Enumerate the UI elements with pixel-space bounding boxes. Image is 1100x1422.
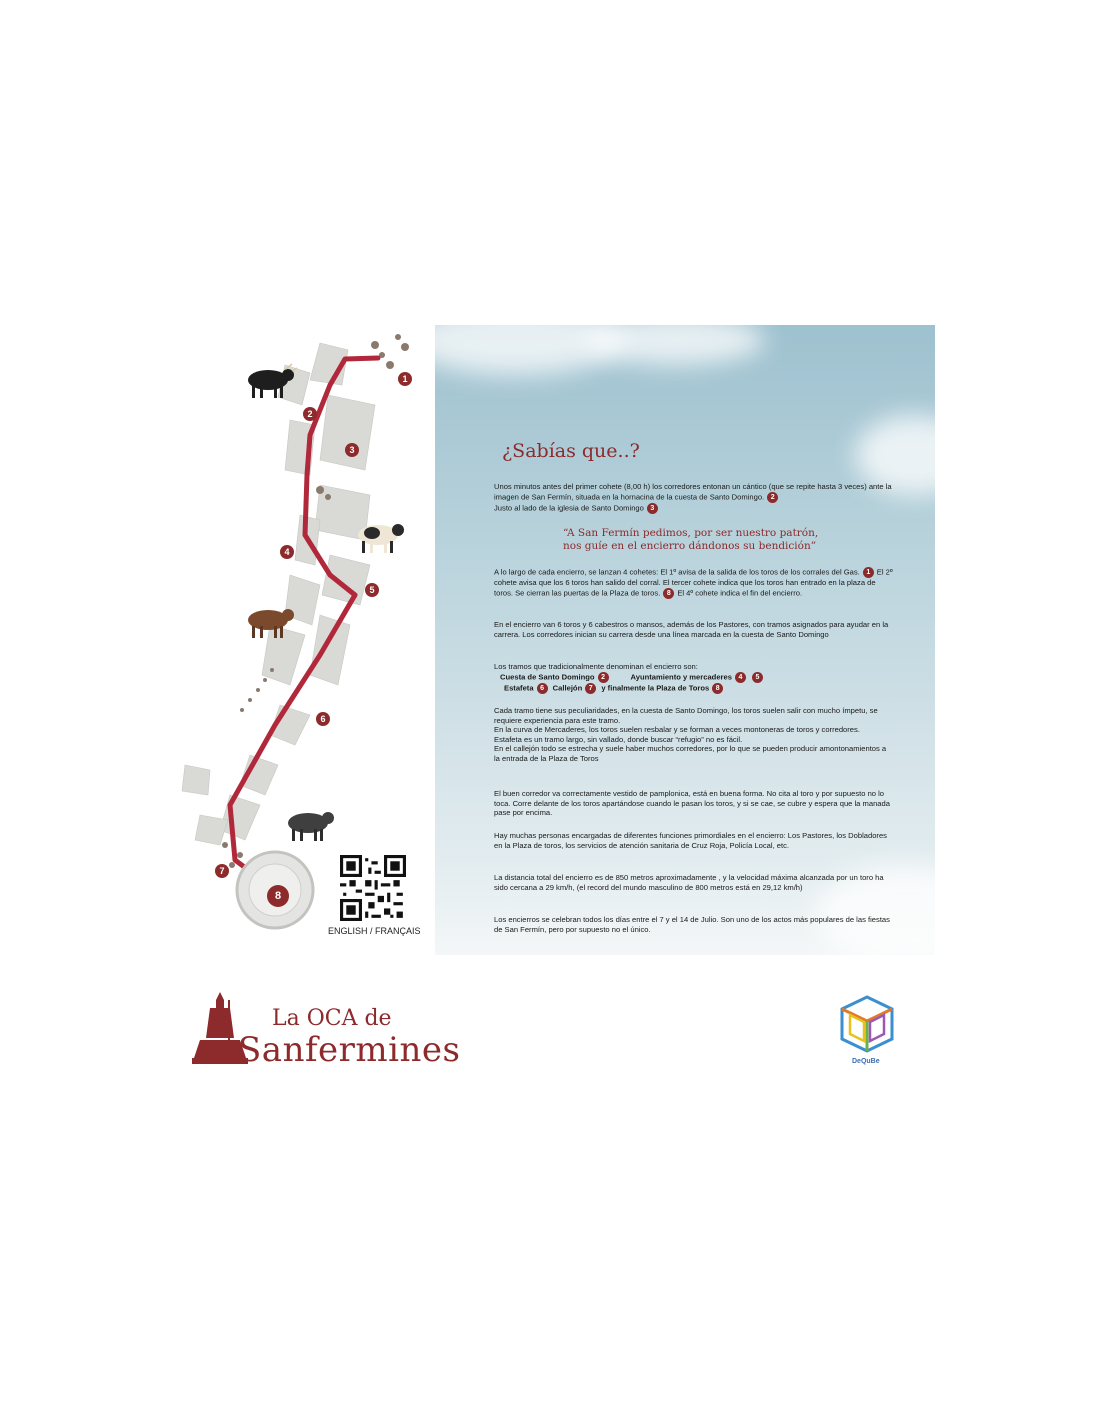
info-panel — [435, 325, 935, 955]
paragraph-tramos: Los tramos que tradicionalmente denominan el encierro son: Cuesta de Santo Domingo 2 Ayuntamiento y mercaderes 4 5 Estafeta 6 Callejón 7 y finalmente la Plaza de Toros 8 — [494, 662, 894, 694]
route-marker-8: 8 — [267, 885, 289, 907]
brand-label: DeQuBe — [852, 1058, 880, 1065]
inline-marker-3: 3 — [647, 503, 658, 514]
street-map — [170, 325, 435, 940]
tramo-cuesta: Cuesta de Santo Domingo — [500, 672, 595, 682]
route-marker-4: 4 — [280, 545, 294, 559]
paragraph-cantico: Unos minutos antes del primer cohete (8,00 h) los corredores entonan un cántico (que se repite hasta 3 veces) ante la imagen de San Fermín, situada en la hornacina de la cuesta de Santo Domingo. 2 Justo al lado de la iglesia de Santo Domingo 3 — [494, 482, 892, 513]
paragraph-toros: En el encierro van 6 toros y 6 cabestros o mansos, además de los Pastores, con tramos asignados para ayudar en la carrera. Los corredores inician su carrera desde una línea marcada en la cuesta de Santo Domingo — [494, 620, 889, 639]
san-fermin-quote: “A San Fermín pedimos, por ser nuestro patrón, nos guíe en el encierro dándonos su bendición” — [563, 527, 819, 552]
cube-logo-icon — [838, 993, 896, 1065]
paragraph-fechas: Los encierros se celebran todos los días entre el 7 y el 14 de Julio. Son uno de los actos más populares de las fiestas de San Fermín, pero por supuesto no el único. — [494, 915, 890, 934]
paragraph-peculiaridades: Cada tramo tiene sus peculiaridades, en la cuesta de Santo Domingo, los toros suelen salir con mucho ímpetu, se requiere experiencia para este tramo. En la curva de Mercaderes, los toros suelen resbalar y se forman a veces montoneras de toros y corredores. Estafeta es un tramo largo, sin vallado, donde buscar “refugio” no es fácil. En el callejón todo se estrecha y suele haber muchos corredores, por lo que se pueden producir amontonamientos a la entrada de la Plaza de Toros — [494, 706, 887, 763]
paragraph-buen-corredor: El buen corredor va correctamente vestido de pamplonica, está en buena forma. No cita al toro y por supuesto no lo toca. Corre delante de los toros apartándose cuando le pasan los toros, y si se cae, se cubre y espera que la manada pase por encima. — [494, 789, 890, 818]
qr-code-icon[interactable] — [340, 855, 406, 921]
paragraph-cohetes: A lo largo de cada encierro, se lanzan 4 cohetes: El 1º avisa de la salida de los toros de los corrales del Gas. 1 El 2º cohete avisa que los 6 toros han salido del corral. El tercer cohete indica que los toros han entrado en la plaza de toros. Se cierran las puertas de la Plaza de toros. 8 El 4º cohete indica el fin del encierro. — [494, 567, 893, 598]
inline-marker-8: 8 — [663, 588, 674, 599]
tramo-callejon: Callejón — [552, 683, 583, 693]
tramo-plaza: y finalmente la Plaza de Toros — [601, 683, 710, 693]
bull-icon — [240, 600, 300, 640]
route-marker-7: 7 — [215, 864, 229, 878]
bull-icon — [350, 515, 410, 555]
route-marker-6: 6 — [316, 712, 330, 726]
language-options-label[interactable]: ENGLISH / FRANÇAIS — [328, 926, 421, 936]
bull-icon — [240, 360, 300, 400]
logo-title-line2: Sanfermines — [238, 1030, 461, 1070]
tramo-ayuntamiento: Ayuntamiento y mercaderes — [630, 672, 732, 682]
logo-title-line1: La OCA de — [272, 1006, 392, 1031]
tramo-estafeta: Estafeta — [504, 683, 534, 693]
route-marker-5: 5 — [365, 583, 379, 597]
inline-marker-1: 1 — [863, 567, 874, 578]
route-marker-3: 3 — [345, 443, 359, 457]
paragraph-distancia: La distancia total del encierro es de 850 metros aproximadamente , y la velocidad máxima alcanzada por un toro ha sido cercana a 29 km/h, (el record del mundo masculino de 800 metros está en 29,12 km/h) — [494, 873, 884, 892]
route-marker-1: 1 — [398, 372, 412, 386]
paragraph-personas: Hay muchas personas encargadas de diferentes funciones primordiales en el encierro: Los Pastores, los Dobladores en la Plaza de toros, los servicios de atención sanitaria de Cruz Roja, Policía Local, etc. — [494, 831, 887, 850]
route-map — [170, 325, 435, 940]
inline-marker-2: 2 — [767, 492, 778, 503]
route-marker-2: 2 — [303, 407, 317, 421]
section-heading: ¿Sabías que..? — [502, 440, 640, 462]
bull-icon — [280, 803, 340, 843]
